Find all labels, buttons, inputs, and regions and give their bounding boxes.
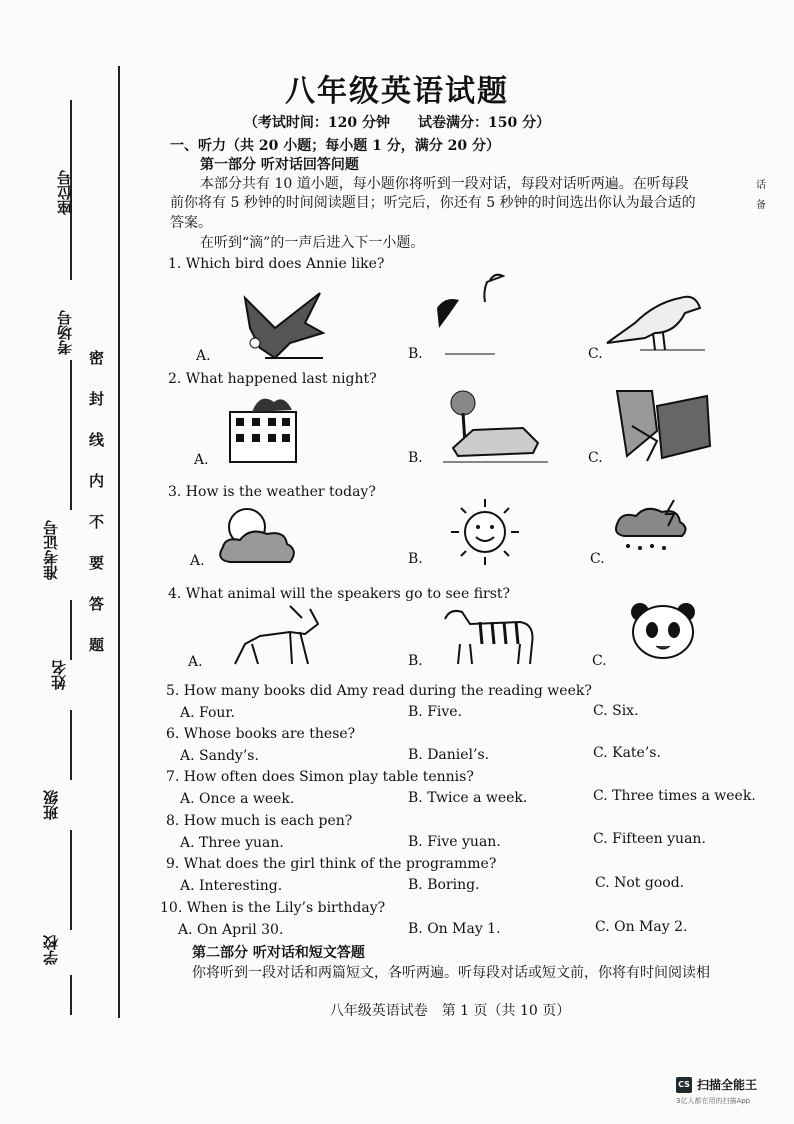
q3-option-b: B.: [408, 551, 423, 567]
q7-option-c: C. Three times a week.: [593, 788, 756, 804]
earthquake-icon: [612, 386, 712, 466]
question-5: 5. How many books did Amy read during the reading week?: [166, 683, 592, 699]
scanner-watermark: [676, 1076, 757, 1093]
part1-title: 第一部分 听对话回答问题: [200, 157, 359, 173]
seal-line: [118, 66, 120, 1018]
name-line: [70, 710, 72, 780]
scanner-name: 扫描全能王: [697, 1078, 758, 1092]
room-number-label: 考场号: [56, 310, 74, 355]
question-3: 3. How is the weather today?: [168, 484, 376, 500]
panda-icon: [628, 602, 698, 664]
q6-option-a: A. Sandy’s.: [180, 748, 259, 764]
beep-note: 在听到“滴”的一声后进入下一小题。: [200, 235, 425, 251]
q10-option-b: B. On May 1.: [408, 921, 501, 937]
q5-option-c: C. Six.: [593, 703, 639, 719]
part1-intro-line2: 前你将有 5 秒钟的时间阅读题目；听完后，你还有 5 秒钟的时间选出你认为最合适的: [170, 195, 696, 211]
q1-option-c: C.: [588, 346, 603, 362]
question-7: 7. How often does Simon play table tennis?: [166, 769, 474, 785]
camscanner-icon: CS: [676, 1077, 692, 1093]
q1-option-b: B.: [408, 346, 423, 362]
q8-option-a: A. Three yuan.: [180, 835, 284, 851]
q10-option-c: C. On May 2.: [595, 919, 688, 935]
part2-title: 第二部分 听对话和短文答题: [192, 945, 365, 961]
q3-option-c: C.: [590, 551, 605, 567]
q7-option-a: A. Once a week.: [180, 791, 295, 807]
page-title: 八年级英语试题: [285, 74, 509, 109]
thunderstorm-icon: [612, 498, 692, 558]
sun-icon: [445, 497, 525, 567]
wolf-icon: [230, 604, 325, 666]
seat-number-label: 座位号: [56, 170, 74, 215]
exam-info: （考试时间：120 分钟 试卷满分：150 分）: [243, 115, 551, 131]
q8-option-c: C. Fifteen yuan.: [593, 831, 706, 847]
q4-option-c: C.: [592, 653, 607, 669]
q6-option-b: B. Daniel’s.: [408, 747, 490, 763]
question-4: 4. What animal will the speakers go to see first?: [168, 586, 511, 602]
q6-option-c: C. Kate’s.: [593, 745, 661, 761]
question-6: 6. Whose books are these?: [166, 726, 356, 742]
scanner-tagline: 3亿人都在用的扫描App: [676, 1097, 751, 1105]
q1-option-a: A.: [196, 348, 211, 364]
partly-cloudy-icon: [215, 502, 300, 567]
q10-option-a: A. On April 30.: [178, 922, 284, 938]
margin-note-1: 话: [756, 180, 766, 191]
q5-option-b: B. Five.: [408, 704, 463, 720]
building-fire-icon: [222, 392, 302, 464]
page-footer: 八年级英语试卷 第 1 页（共 10 页）: [329, 1003, 571, 1019]
q2-option-c: C.: [588, 450, 603, 466]
question-1: 1. Which bird does Annie like?: [168, 256, 385, 272]
question-8: 8. How much is each pen?: [166, 813, 353, 829]
seal-text: 密封线内不要答题: [87, 350, 105, 678]
part1-intro-line1: 本部分共有 10 道小题，每小题你将听到一段对话，每段对话听两遍。在听每段: [200, 176, 689, 192]
part2-intro: 你将听到一段对话和两篇短文，各听两遍。听每段对话或短文前，你将有时间阅读相: [192, 965, 710, 981]
question-9: 9. What does the girl think of the programme?: [166, 856, 497, 872]
question-10: 10. When is the Lily’s birthday?: [160, 900, 386, 916]
question-2: 2. What happened last night?: [168, 371, 377, 387]
crane-icon: [435, 268, 505, 358]
q2-option-a: A.: [194, 452, 209, 468]
room-line: [70, 360, 72, 510]
q3-option-a: A.: [190, 553, 205, 569]
ticket-number-label: 准考证号: [42, 520, 60, 580]
school-label: 学校: [42, 935, 60, 965]
q7-option-b: B. Twice a week.: [408, 790, 528, 806]
q9-option-a: A. Interesting.: [180, 878, 283, 894]
class-line: [70, 830, 72, 930]
q2-option-b: B.: [408, 450, 423, 466]
q8-option-b: B. Five yuan.: [408, 834, 501, 850]
margin-note-2: 备: [756, 200, 766, 211]
name-label: 姓名: [50, 660, 68, 690]
car-accident-icon: [443, 388, 548, 468]
q4-option-a: A.: [188, 654, 203, 670]
eagle-icon: [235, 288, 325, 360]
q9-option-b: B. Boring.: [408, 877, 480, 893]
ticket-line: [70, 600, 72, 660]
q5-option-a: A. Four.: [180, 705, 236, 721]
q9-option-c: C. Not good.: [595, 875, 685, 891]
part1-intro-line3: 答案。: [170, 215, 212, 231]
section-heading: 一、听力（共 20 小题；每小题 1 分，满分 20 分）: [170, 138, 500, 154]
class-label: 班级: [42, 790, 60, 820]
q4-option-b: B.: [408, 653, 423, 669]
sparrow-icon: [605, 288, 710, 353]
tiger-icon: [440, 604, 540, 666]
